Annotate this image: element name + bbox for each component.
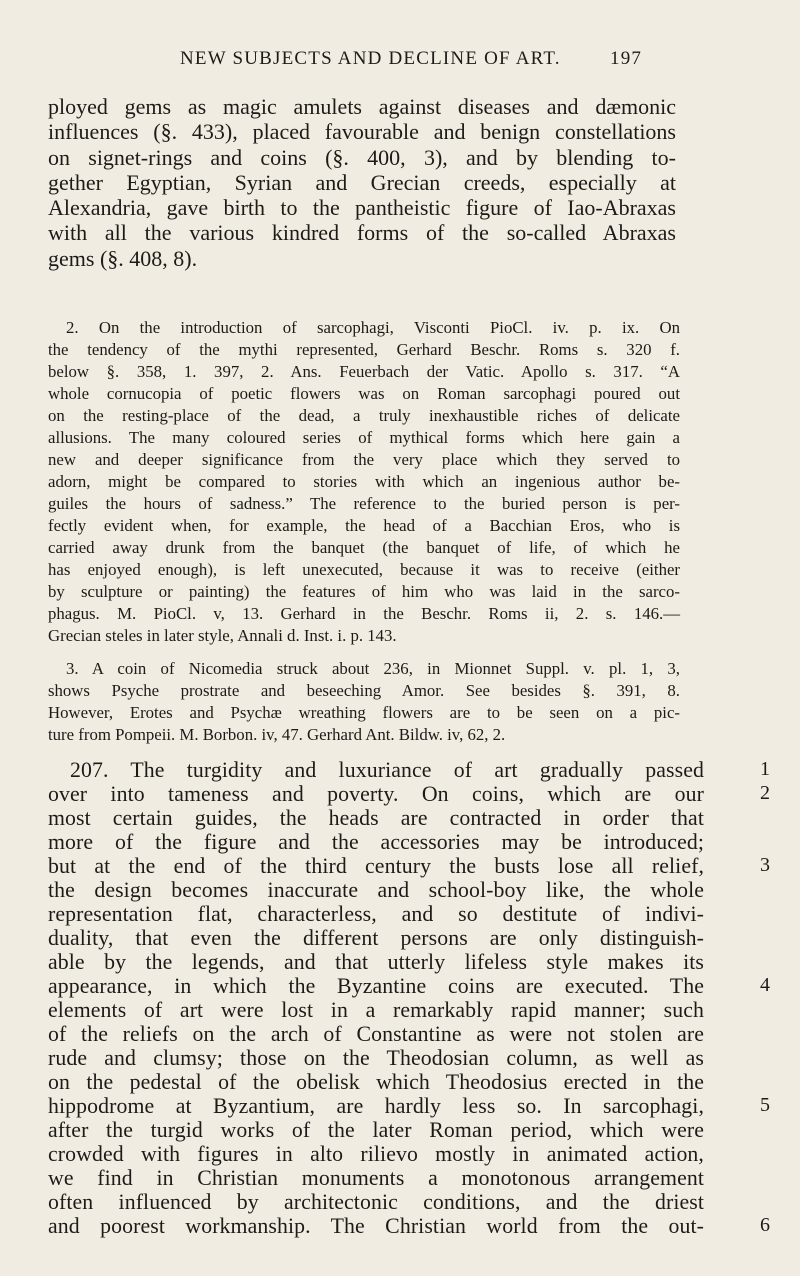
- text-line: able by the legends, and that utterly lifeless style makes its: [48, 950, 704, 974]
- note-line: 2. On the introduction of sarcophagi, Visconti PioCl. iv. p. ix. On: [66, 318, 680, 337]
- text-line: over into tameness and poverty. On coins, which are our: [48, 782, 704, 806]
- text-line: gems (§. 408, 8).: [48, 246, 198, 271]
- note-line: has enjoyed enough), is left unexecuted, because it was to receive (either: [48, 560, 680, 579]
- note-line: below §. 358, 1. 397, 2. Ans. Feuerbach der Vatic. Apollo s. 317. “A: [48, 362, 680, 381]
- note-line: phagus. M. PioCl. v, 13. Gerhard in the Beschr. Roms ii, 2. s. 146.—: [48, 604, 680, 623]
- note-line: 3. A coin of Nicomedia struck about 236, in Mionnet Suppl. v. pl. 1, 3,: [66, 659, 680, 678]
- text-line: crowded with figures in alto rilievo mostly in animated action,: [48, 1142, 704, 1166]
- note-line: fectly evident when, for example, the head of a Bacchian Eros, who is: [48, 516, 680, 535]
- note-line: carried away drunk from the banquet (the banquet of life, of which he: [48, 538, 680, 557]
- text-line: often influenced by architectonic conditions, and the driest: [48, 1190, 704, 1214]
- margin-number: 2: [760, 782, 770, 804]
- text-line: of the reliefs on the arch of Constantine as were not stolen are: [48, 1022, 704, 1046]
- text-line: ployed gems as magic amulets against diseases and dæmonic: [48, 94, 676, 119]
- note-line: ture from Pompeii. M. Borbon. iv, 47. Gerhard Ant. Bildw. iv, 62, 2.: [48, 725, 506, 744]
- text-line: rude and clumsy; those on the Theodosian column, as well as: [48, 1046, 704, 1070]
- note-line: new and deeper significance from the very place which they served to: [48, 450, 680, 469]
- margin-number: 6: [760, 1214, 770, 1236]
- margin-number: 1: [760, 758, 770, 780]
- text-line: representation flat, characterless, and so destitute of indivi-: [48, 902, 704, 926]
- note-line: the tendency of the mythi represented, Gerhard Beschr. Roms s. 320 f.: [48, 340, 680, 359]
- margin-number: 5: [760, 1094, 770, 1116]
- note-line: shows Psyche prostrate and beseeching Amor. See besides §. 391, 8.: [48, 681, 680, 700]
- text-line: but at the end of the third century the busts lose all relief,: [48, 854, 704, 878]
- page-number: 197: [610, 48, 643, 69]
- margin-number: 3: [760, 854, 770, 876]
- text-line: 207. The turgidity and luxuriance of art gradually passed: [70, 758, 704, 782]
- text-line: with all the various kindred forms of the so-called Abraxas: [48, 220, 676, 245]
- note-line: by sculpture or painting) the features of him who was laid in the sarco-: [48, 582, 680, 601]
- text-line: appearance, in which the Byzantine coins are executed. The: [48, 974, 704, 998]
- margin-number: 4: [760, 974, 770, 996]
- text-line: gether Egyptian, Syrian and Grecian creeds, especially at: [48, 170, 676, 195]
- note-line: Grecian steles in later style, Annali d. Inst. i. p. 143.: [48, 626, 397, 645]
- text-line: on the pedestal of the obelisk which Theodosius erected in the: [48, 1070, 704, 1094]
- note-line: However, Erotes and Psychæ wreathing flowers are to be seen on a pic-: [48, 703, 680, 722]
- note-line: whole cornucopia of poetic flowers was on Roman sarcophagi poured out: [48, 384, 680, 403]
- note-line: allusions. The many coloured series of mythical forms which here gain a: [48, 428, 680, 447]
- text-line: more of the figure and the accessories may be introduced;: [48, 830, 704, 854]
- text-line: Alexandria, gave birth to the pantheistic figure of Iao-Abraxas: [48, 195, 676, 220]
- text-line: duality, that even the different persons are only distinguish-: [48, 926, 704, 950]
- running-title: NEW SUBJECTS AND DECLINE OF ART.: [180, 48, 561, 69]
- note-line: guiles the hours of sadness.” The reference to the buried person is per-: [48, 494, 680, 513]
- text-line: elements of art were lost in a remarkably rapid manner; such: [48, 998, 704, 1022]
- text-line: most certain guides, the heads are contracted in order that: [48, 806, 704, 830]
- text-line: influences (§. 433), placed favourable and benign constellations: [48, 119, 676, 144]
- text-line: and poorest workmanship. The Christian world from the out-: [48, 1214, 704, 1238]
- note-line: adorn, might be compared to stories with which an ingenious author be-: [48, 472, 680, 491]
- text-line: hippodrome at Byzantium, are hardly less so. In sarcophagi,: [48, 1094, 704, 1118]
- text-line: on signet-rings and coins (§. 400, 3), and by blending to-: [48, 145, 676, 170]
- text-line: we find in Christian monuments a monotonous arrangement: [48, 1166, 704, 1190]
- text-line: after the turgid works of the later Roman period, which were: [48, 1118, 704, 1142]
- text-line: the design becomes inaccurate and school-boy like, the whole: [48, 878, 704, 902]
- note-line: on the resting-place of the dead, a truly inexhaustible riches of delicate: [48, 406, 680, 425]
